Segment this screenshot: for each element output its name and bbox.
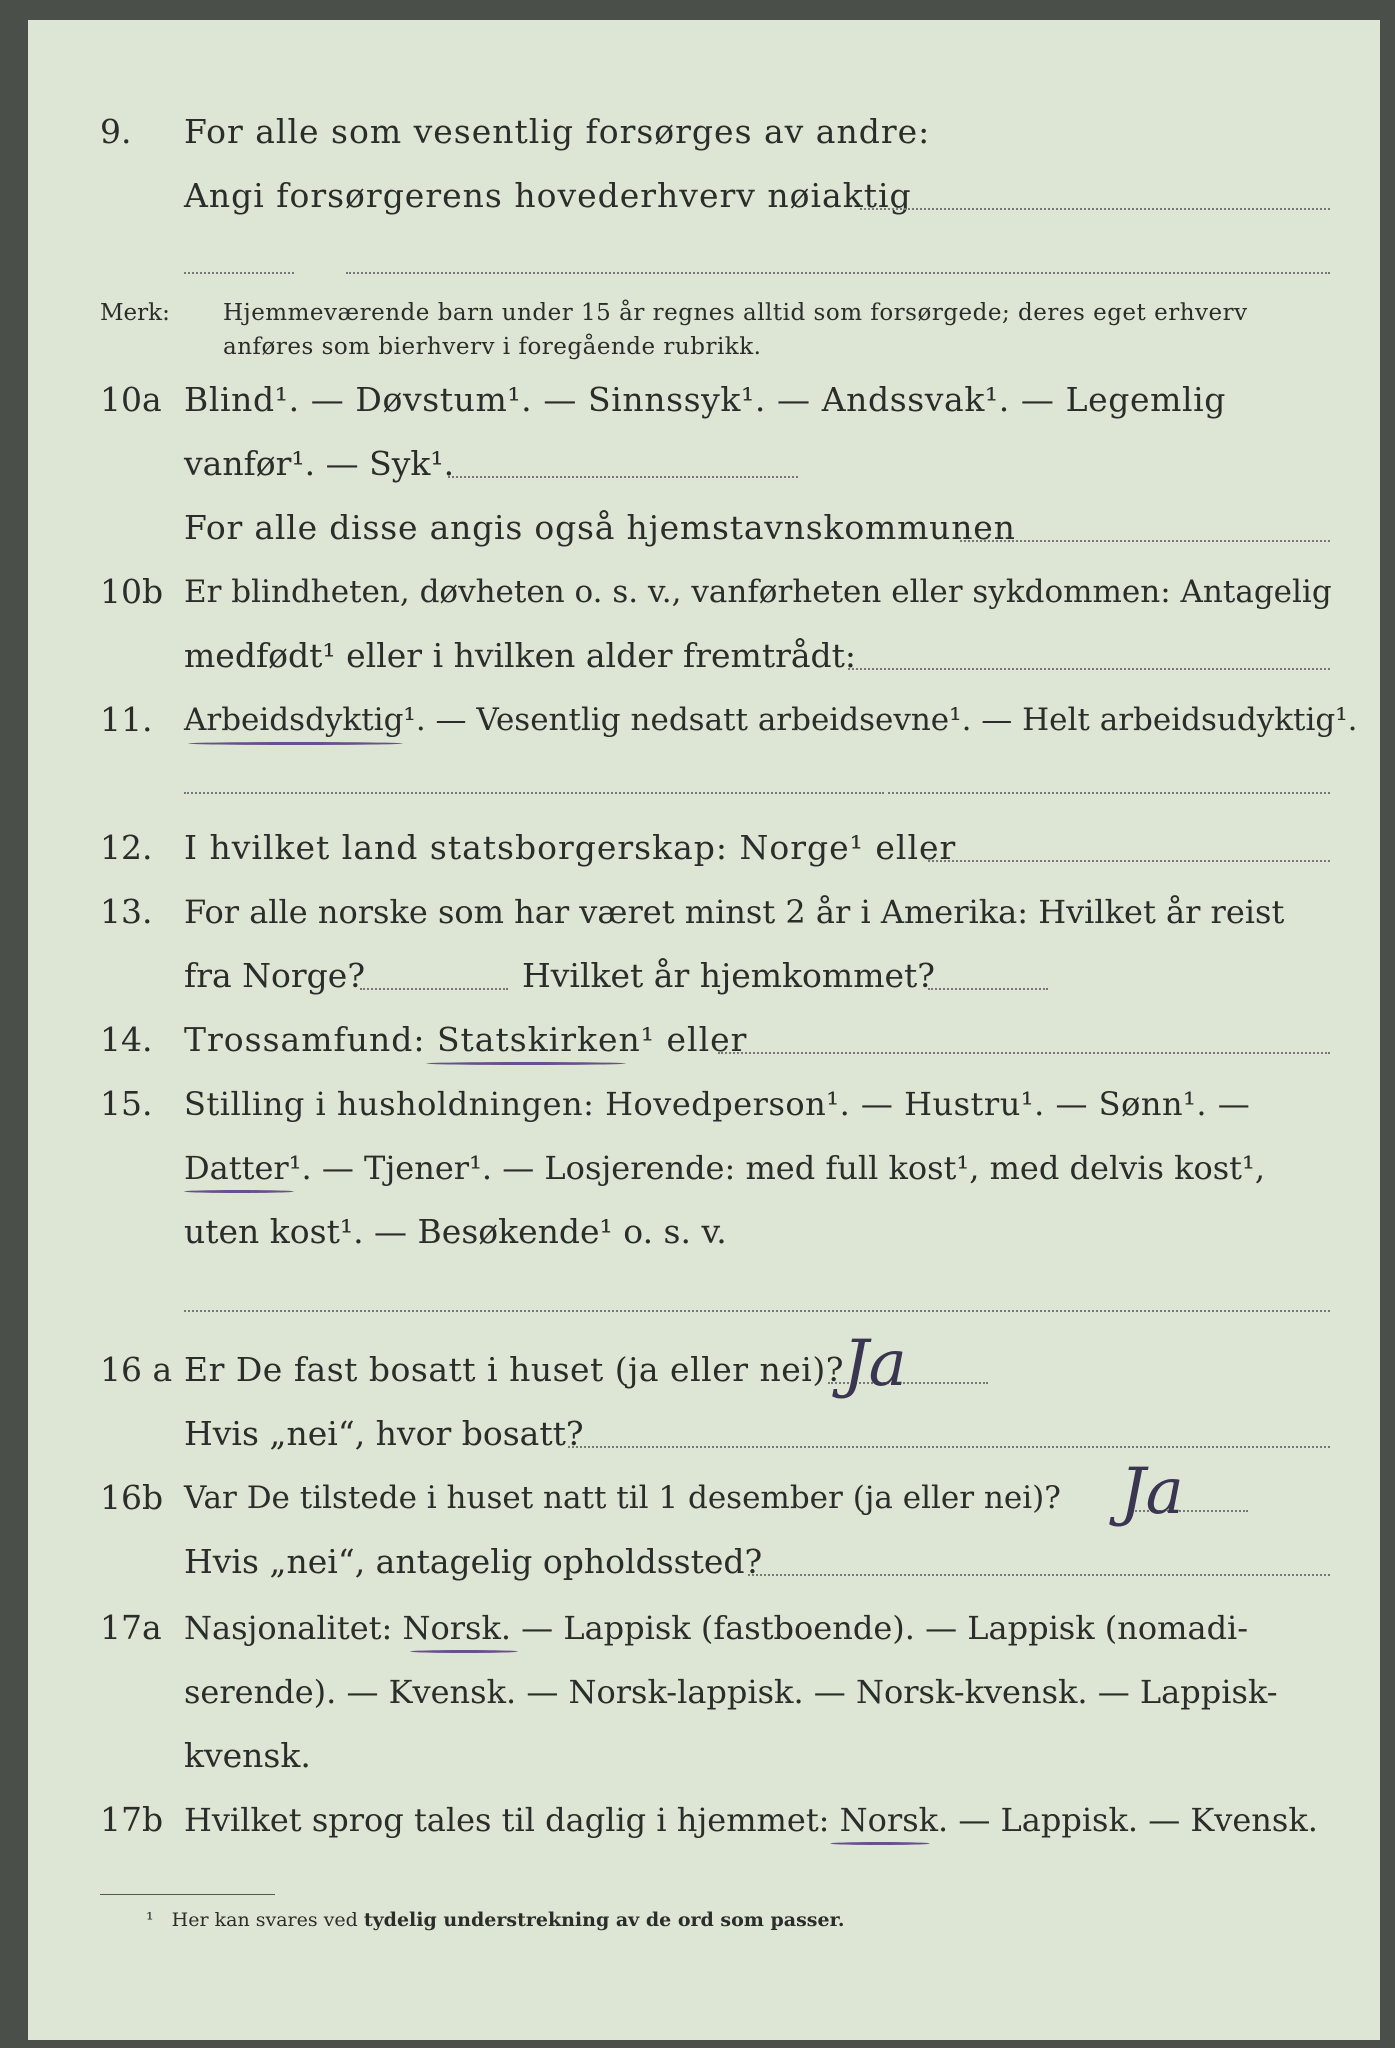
q10a-line1: Blind¹. — Døvstum¹. — Sinnssyk¹. — Andssvak¹. — Legemlig: [184, 380, 1227, 419]
q15-number: 15.: [100, 1084, 153, 1123]
q11-number: 11.: [100, 700, 153, 739]
q13-line1: For alle norske som har været minst 2 år i Amerika: Hvilket år reist: [184, 893, 1285, 931]
footnote-rule: [100, 1894, 275, 1895]
merk-line1: Hjemmeværende barn under 15 år regnes alltid som forsørgede; deres eget erhverv: [223, 300, 1248, 326]
q15-line2: Datter¹. — Tjener¹. — Losjerende: med full kost¹, med delvis kost¹,: [184, 1149, 1266, 1187]
q16a-line2: Hvis „nei“, hvor bosatt?: [184, 1414, 584, 1453]
census-form-page: [28, 20, 1380, 2040]
q9-answer-line-2b[interactable]: [346, 272, 1330, 274]
merk-label: Merk:: [100, 300, 170, 326]
q14-line1: Trossamfund: Statskirken¹ eller: [184, 1020, 748, 1059]
q17a-line2: serende). — Kvensk. — Norsk-lappisk. — Norsk-kvensk. — Lappisk-: [184, 1673, 1278, 1711]
q11-answer-line-b[interactable]: [888, 792, 1330, 794]
q15-line1: Stilling i husholdningen: Hovedperson¹. — Hustru¹. — Sønn¹. —: [184, 1085, 1251, 1123]
q13-hjemkommet-line[interactable]: [928, 988, 1048, 990]
q17b-norsk-underline: [830, 1842, 930, 1845]
q15-datter-underline: [184, 1190, 294, 1193]
q13-line2b: Hvilket år hjemkommet?: [522, 956, 935, 995]
q16b-line2: Hvis „nei“, antagelig opholdssted?: [184, 1542, 763, 1581]
q10a-line2: vanfør¹. — Syk¹.: [184, 444, 455, 483]
q12-number: 12.: [100, 828, 153, 867]
q10b-line1: Er blindheten, døvheten o. s. v., vanførheten eller sykdommen: Antagelig: [184, 574, 1332, 610]
q9-line1: For alle som vesentlig forsørges av andre:: [184, 112, 931, 151]
q10a-number: 10a: [100, 380, 162, 419]
q10b-number: 10b: [100, 572, 164, 611]
q15-line3: uten kost¹. — Besøkende¹ o. s. v.: [184, 1212, 727, 1251]
merk-line2: anføres som bierhverv i foregående rubrikk.: [223, 334, 762, 360]
q17b-line1: Hvilket sprog tales til daglig i hjemmet: Norsk. — Lappisk. — Kvensk.: [184, 1801, 1318, 1839]
q16b-handwritten-answer: Ja: [1120, 1455, 1184, 1529]
footnote-text-b: tydelig understrekning av de ord som passer.: [363, 1909, 845, 1931]
q9-number: 9.: [100, 112, 132, 151]
q16b-opholdssted-line[interactable]: [748, 1574, 1330, 1576]
q17a-norsk-underline: [410, 1650, 518, 1653]
q13-number: 13.: [100, 892, 153, 931]
footnote: [146, 1908, 844, 1932]
footnote-text-a: Her kan svares ved: [171, 1909, 364, 1931]
footnote-mark: ¹: [146, 1909, 154, 1931]
q15-answer-line[interactable]: [184, 1310, 1330, 1312]
q16a-bosatt-line[interactable]: [568, 1446, 1330, 1448]
q10b-line2: medfødt¹ eller i hvilken alder fremtrådt:: [184, 636, 857, 675]
q13-reist-line[interactable]: [360, 988, 508, 990]
q11-line1: Arbeidsdyktig¹. — Vesentlig nedsatt arbeidsevne¹. — Helt arbeidsudyktig¹.: [184, 702, 1358, 738]
q17a-line3: kvensk.: [184, 1736, 311, 1775]
q17b-number: 17b: [100, 1800, 164, 1839]
q10b-alder-line[interactable]: [848, 668, 1330, 670]
q14-eller-line[interactable]: [718, 1052, 1330, 1054]
q16a-line1: Er De fast bosatt i huset (ja eller nei)?: [184, 1350, 844, 1389]
q10a-line3: For alle disse angis også hjemstavnskommunen: [184, 508, 1016, 547]
q9-answer-line[interactable]: [860, 208, 1330, 210]
q16a-handwritten-answer: Ja: [843, 1327, 907, 1401]
q11-answer-line-a[interactable]: [184, 792, 884, 794]
q14-number: 14.: [100, 1020, 153, 1059]
q13-line2a: fra Norge?: [184, 956, 366, 995]
q11-arbeidsdyktig-underline: [188, 742, 403, 745]
q16b-line1: Var De tilstede i huset natt til 1 desember (ja eller nei)?: [184, 1480, 1061, 1516]
q14-statskirken-underline: [426, 1062, 626, 1065]
q16a-number: 16 a: [100, 1350, 173, 1389]
q17a-line1: Nasjonalitet: Norsk. — Lappisk (fastboende). — Lappisk (nomadi-: [184, 1609, 1249, 1647]
q10a-kommune-line[interactable]: [960, 540, 1330, 542]
q17a-number: 17a: [100, 1608, 162, 1647]
q10a-syk-line[interactable]: [448, 476, 798, 478]
q12-eller-line[interactable]: [928, 860, 1330, 862]
q9-line2: Angi forsørgerens hovederhverv nøiaktig: [184, 176, 912, 215]
q9-answer-line-2a[interactable]: [184, 272, 294, 274]
q12-line1: I hvilket land statsborgerskap: Norge¹ eller: [184, 828, 957, 867]
q16b-number: 16b: [100, 1478, 164, 1517]
